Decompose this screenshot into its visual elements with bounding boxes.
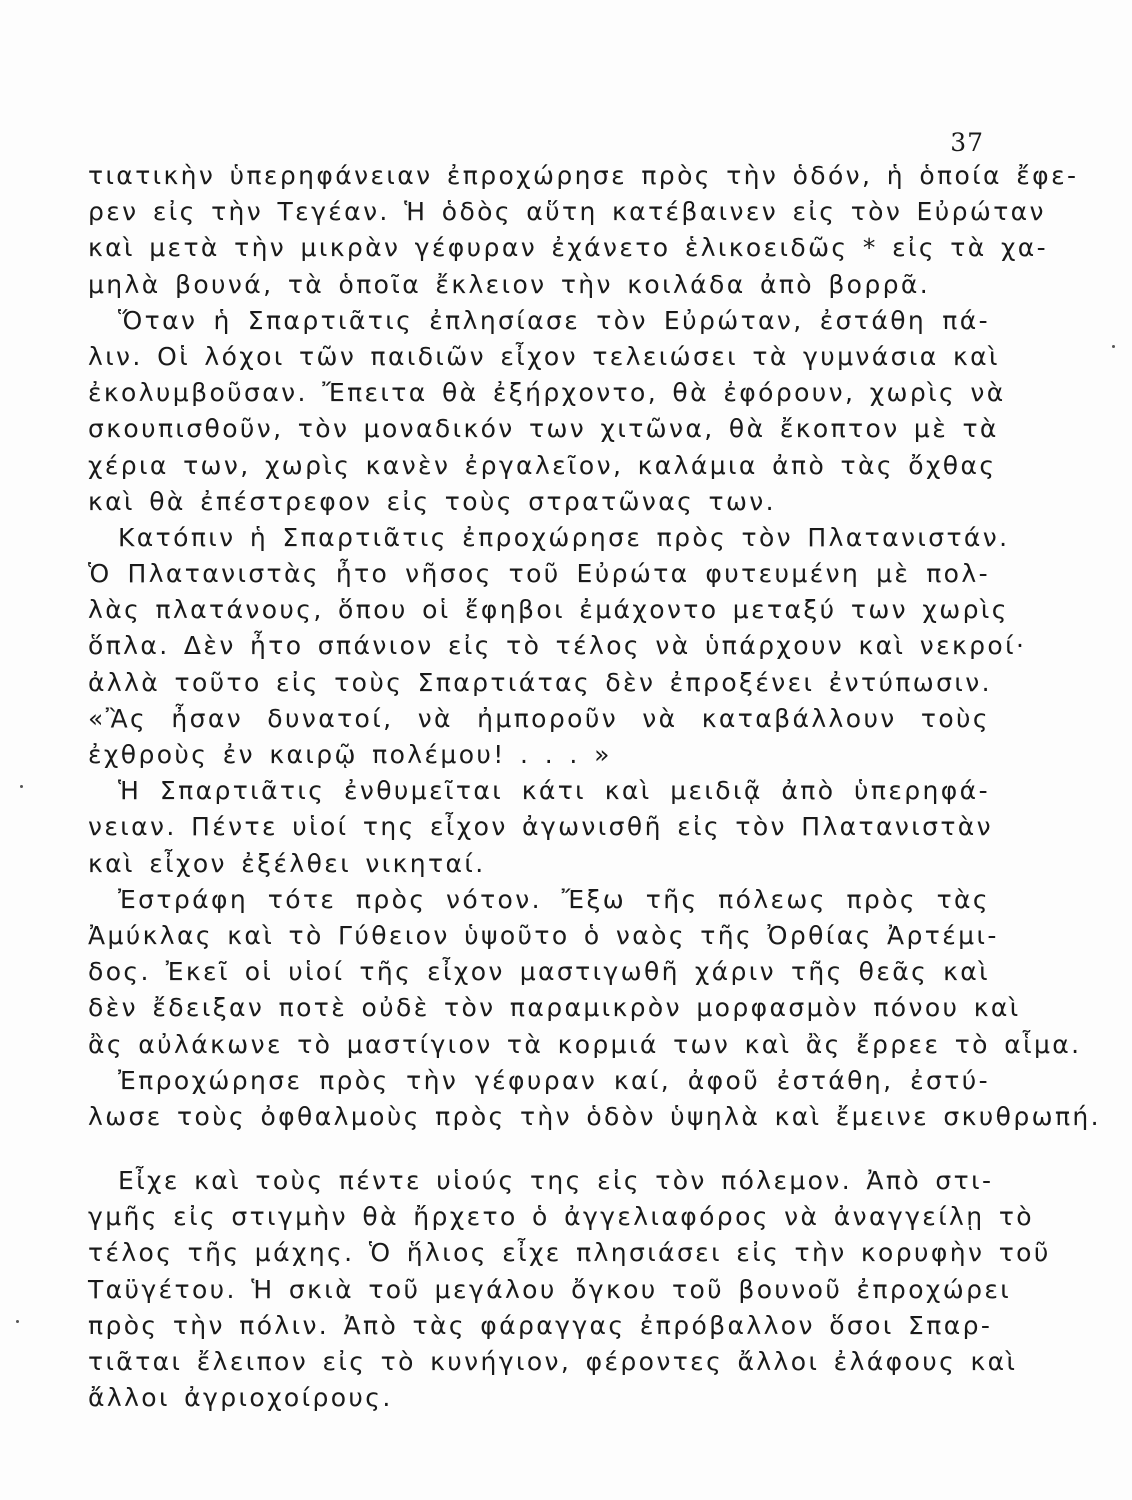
text-line: τιατικὴν ὑπερηφάνειαν ἐπροχώρησε πρὸς τὴν ὁδόν, ἡ ὁποία ἔφε- bbox=[88, 161, 1079, 190]
text-line: Ὁ Πλατανιστὰς ἦτο νῆσος τοῦ Εὐρώτα φυτευμένη μὲ πολ- bbox=[88, 559, 990, 589]
text-line: Ἐστράφη τότε πρὸς νότον. Ἔξω τῆς πόλεως πρὸς τὰς bbox=[118, 884, 990, 914]
text-line: Εἶχε καὶ τοὺς πέντε υἱούς της εἰς τὸν πόλεμον. Ἀπὸ στι- bbox=[118, 1166, 994, 1195]
text-line: Ἀμύκλας καὶ τὸ Γύθειον ὑψοῦτο ὁ ναὸς τῆς Ὀρθίας Ἀρτέμι- bbox=[88, 920, 999, 950]
text-line: Κατόπιν ἡ Σπαρτιᾶτις ἐπροχώρησε πρὸς τὸν Πλατανιστάν. bbox=[118, 522, 1010, 552]
text-line: Ταϋγέτου. Ἡ σκιὰ τοῦ μεγάλου ὄγκου τοῦ βουνοῦ ἐπροχώρει bbox=[88, 1274, 1012, 1304]
text-line: Ἐπροχώρησε πρὸς τὴν γέφυραν καί, ἀφοῦ ἐστάθη, ἐστύ- bbox=[118, 1065, 990, 1095]
text-line: ὅπλα. Δὲν ἦτο σπάνιον εἰς τὸ τέλος νὰ ὑπάρχουν καὶ νεκροί· bbox=[88, 631, 1027, 661]
text-line: λιν. Οἱ λόχοι τῶν παιδιῶν εἶχον τελειώσει τὰ γυμνάσια καὶ bbox=[88, 341, 1000, 371]
text-line: γμῆς εἰς στιγμὴν θὰ ἤρχετο ὁ ἀγγελιαφόρος νὰ ἀναγγείλῃ τὸ bbox=[88, 1202, 1034, 1232]
text-line: μηλὰ βουνά, τὰ ὁποῖα ἔκλειον τὴν κοιλάδα ἀπὸ βορρᾶ. bbox=[88, 269, 931, 299]
main-text-block bbox=[88, 158, 1101, 1135]
paragraph bbox=[88, 1063, 1101, 1135]
paragraph bbox=[88, 158, 1079, 303]
text-line: δὲν ἔδειξαν ποτὲ οὐδὲ τὸν παραμικρὸν μορφασμὸν πόνου καὶ bbox=[88, 993, 1021, 1023]
text-line: ἐκολυμβοῦσαν. Ἔπειτα θὰ ἐξήρχοντο, θὰ ἐφόρουν, χωρὶς νὰ bbox=[88, 378, 1006, 408]
text-line: πρὸς τὴν πόλιν. Ἀπὸ τὰς φάραγγας ἐπρόβαλλον ὅσοι Σπαρ- bbox=[88, 1310, 993, 1340]
paragraph bbox=[88, 520, 1027, 773]
text-line: καὶ εἶχον ἐξέλθει νικηταί. bbox=[88, 848, 486, 878]
text-line: Ὅταν ἡ Σπαρτιᾶτις ἐπλησίασε τὸν Εὐρώταν, ἐστάθη πά- bbox=[118, 305, 990, 335]
text-line: ἀλλὰ τοῦτο εἰς τοὺς Σπαρτιάτας δὲν ἐπροξένει ἐντύπωσιν. bbox=[88, 667, 992, 697]
paragraph bbox=[88, 773, 994, 882]
text-line: λὰς πλατάνους, ὅπου οἱ ἔφηβοι ἐμάχοντο μεταξύ των χωρὶς bbox=[88, 595, 1009, 625]
text-line: ἄλλοι ἀγριοχοίρους. bbox=[88, 1383, 393, 1413]
text-line: τιᾶται ἔλειπον εἰς τὸ κυνήγιον, φέροντες ἄλλοι ἐλάφους καὶ bbox=[88, 1346, 1018, 1376]
text-line: ρεν εἰς τὴν Τεγέαν. Ἡ ὁδὸς αὕτη κατέβαινεν εἰς τὸν Εὐρώταν bbox=[88, 197, 1046, 227]
scan-speck bbox=[20, 785, 23, 788]
text-line: τέλος τῆς μάχης. Ὁ ἥλιος εἶχε πλησιάσει εἰς τὴν κορυφὴν τοῦ bbox=[88, 1238, 1051, 1268]
text-line: Ἡ Σπαρτιᾶτις ἐνθυμεῖται κάτι καὶ μειδιᾷ ἀπὸ ὑπερηφά- bbox=[118, 776, 990, 806]
text-line: λωσε τοὺς ὀφθαλμοὺς πρὸς τὴν ὁδὸν ὑψηλὰ καὶ ἔμεινε σκυθρωπή. bbox=[88, 1101, 1101, 1131]
text-line: δος. Ἐκεῖ οἱ υἱοί τῆς εἶχον μαστιγωθῆ χάριν τῆς θεᾶς καὶ bbox=[88, 957, 990, 987]
text-line: ἐχθροὺς ἐν καιρῷ πολέμου! . . . » bbox=[88, 740, 612, 769]
scan-speck bbox=[16, 1320, 19, 1323]
text-line: χέρια των, χωρὶς κανὲν ἐργαλεῖον, καλάμια ἀπὸ τὰς ὄχθας bbox=[88, 450, 997, 480]
paragraph bbox=[88, 303, 1006, 520]
second-text-block bbox=[88, 1163, 1051, 1416]
text-line: σκουπισθοῦν, τὸν μοναδικόν των χιτῶνα, θὰ ἔκοπτον μὲ τὰ bbox=[88, 414, 999, 444]
text-line: «Ἂς ἦσαν δυνατοί, νὰ ἠμποροῦν νὰ καταβάλλουν τοὺς bbox=[88, 703, 990, 733]
text-line: καὶ θὰ ἐπέστρεφον εἰς τοὺς στρατῶνας των. bbox=[88, 486, 777, 516]
page-number: 37 bbox=[950, 128, 984, 157]
paragraph bbox=[88, 882, 1082, 1063]
text-line: νειαν. Πέντε υἱοί της εἶχον ἀγωνισθῆ εἰς τὸν Πλατανιστὰν bbox=[88, 812, 994, 842]
text-line: καὶ μετὰ τὴν μικρὰν γέφυραν ἐχάνετο ἑλικοειδῶς * εἰς τὰ χα- bbox=[88, 233, 1049, 263]
scan-speck bbox=[1112, 345, 1115, 348]
paragraph bbox=[88, 1163, 1051, 1416]
text-line: ἂς αὐλάκωνε τὸ μαστίγιον τὰ κορμιά των καὶ ἂς ἔρρεε τὸ αἷμα. bbox=[88, 1029, 1082, 1059]
